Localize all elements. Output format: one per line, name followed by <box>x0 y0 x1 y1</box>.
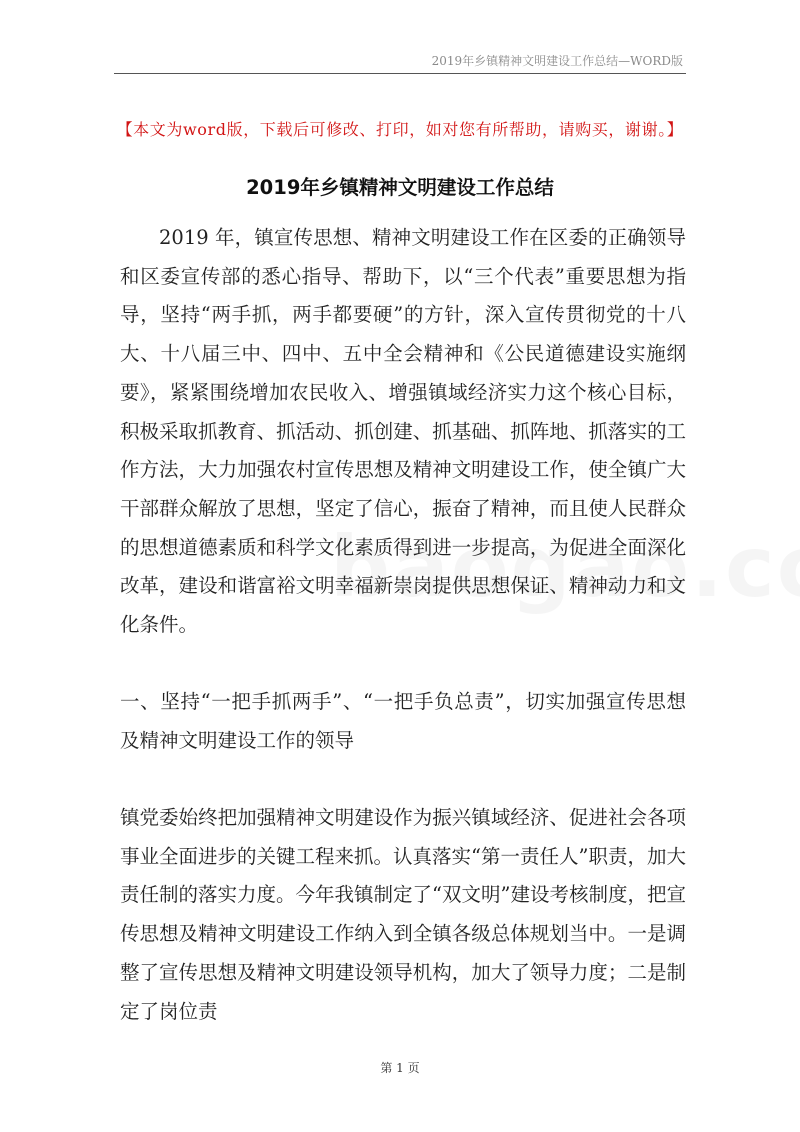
paragraph-intro: 2019 年，镇宣传思想、精神文明建设工作在区委的正确领导和区委宣传部的悉心指导、帮助下，以“三个代表”重要思想为指导，坚持“两手抓，两手都要硬”的方针，深入宣传贯彻党的十八大、十八届三中、四中、五中全会精神和《公民道德建设实施纲要》，紧紧围绕增加农民收入、增强镇域经济实力这个核心目标，积极采取抓教育、抓活动、抓创建、抓基础、抓阵地、抓落实的工作方法，大力加强农村宣传思想及精神文明建设工作，使全镇广大干部群众解放了思想，坚定了信心，振奋了精神，而且使人民群众的思想道德素质和科学文化素质得到进一步提高，为促进全面深化改革，建设和谐富裕文明幸福新崇岗提供思想保证、精神动力和文化条件。 <box>120 226 686 637</box>
paragraph-section-1: 镇党委始终把加强精神文明建设作为振兴镇域经济、促进社会各项事业全面进步的关键工程来抓。认真落实“第一责任人”职责，加大责任制的落实力度。今年我镇制定了“双文明”建设考核制度，把宣传思想及精神文明建设工作纳入到全镇各级总体规划当中。一是调整了宣传思想及精神文明建设领导机构，加大了领导力度；二是制定了岗位责 <box>120 806 686 1023</box>
document-title: 2019年乡镇精神文明建设工作总结 <box>246 176 554 199</box>
section-heading-1: 一、坚持“一把手抓两手”、“一把手负总责”，切实加强宣传思想及精神文明建设工作的领导 <box>120 690 686 752</box>
running-header: 2019年乡镇精神文明建设工作总结—WORD版 <box>431 54 683 68</box>
purchase-notice: 【本文为word版，下载后可修改、打印，如对您有所帮助，请购买，谢谢。】 <box>116 120 684 139</box>
page-number: 第 1 页 <box>380 1061 420 1075</box>
header-divider <box>114 73 686 74</box>
